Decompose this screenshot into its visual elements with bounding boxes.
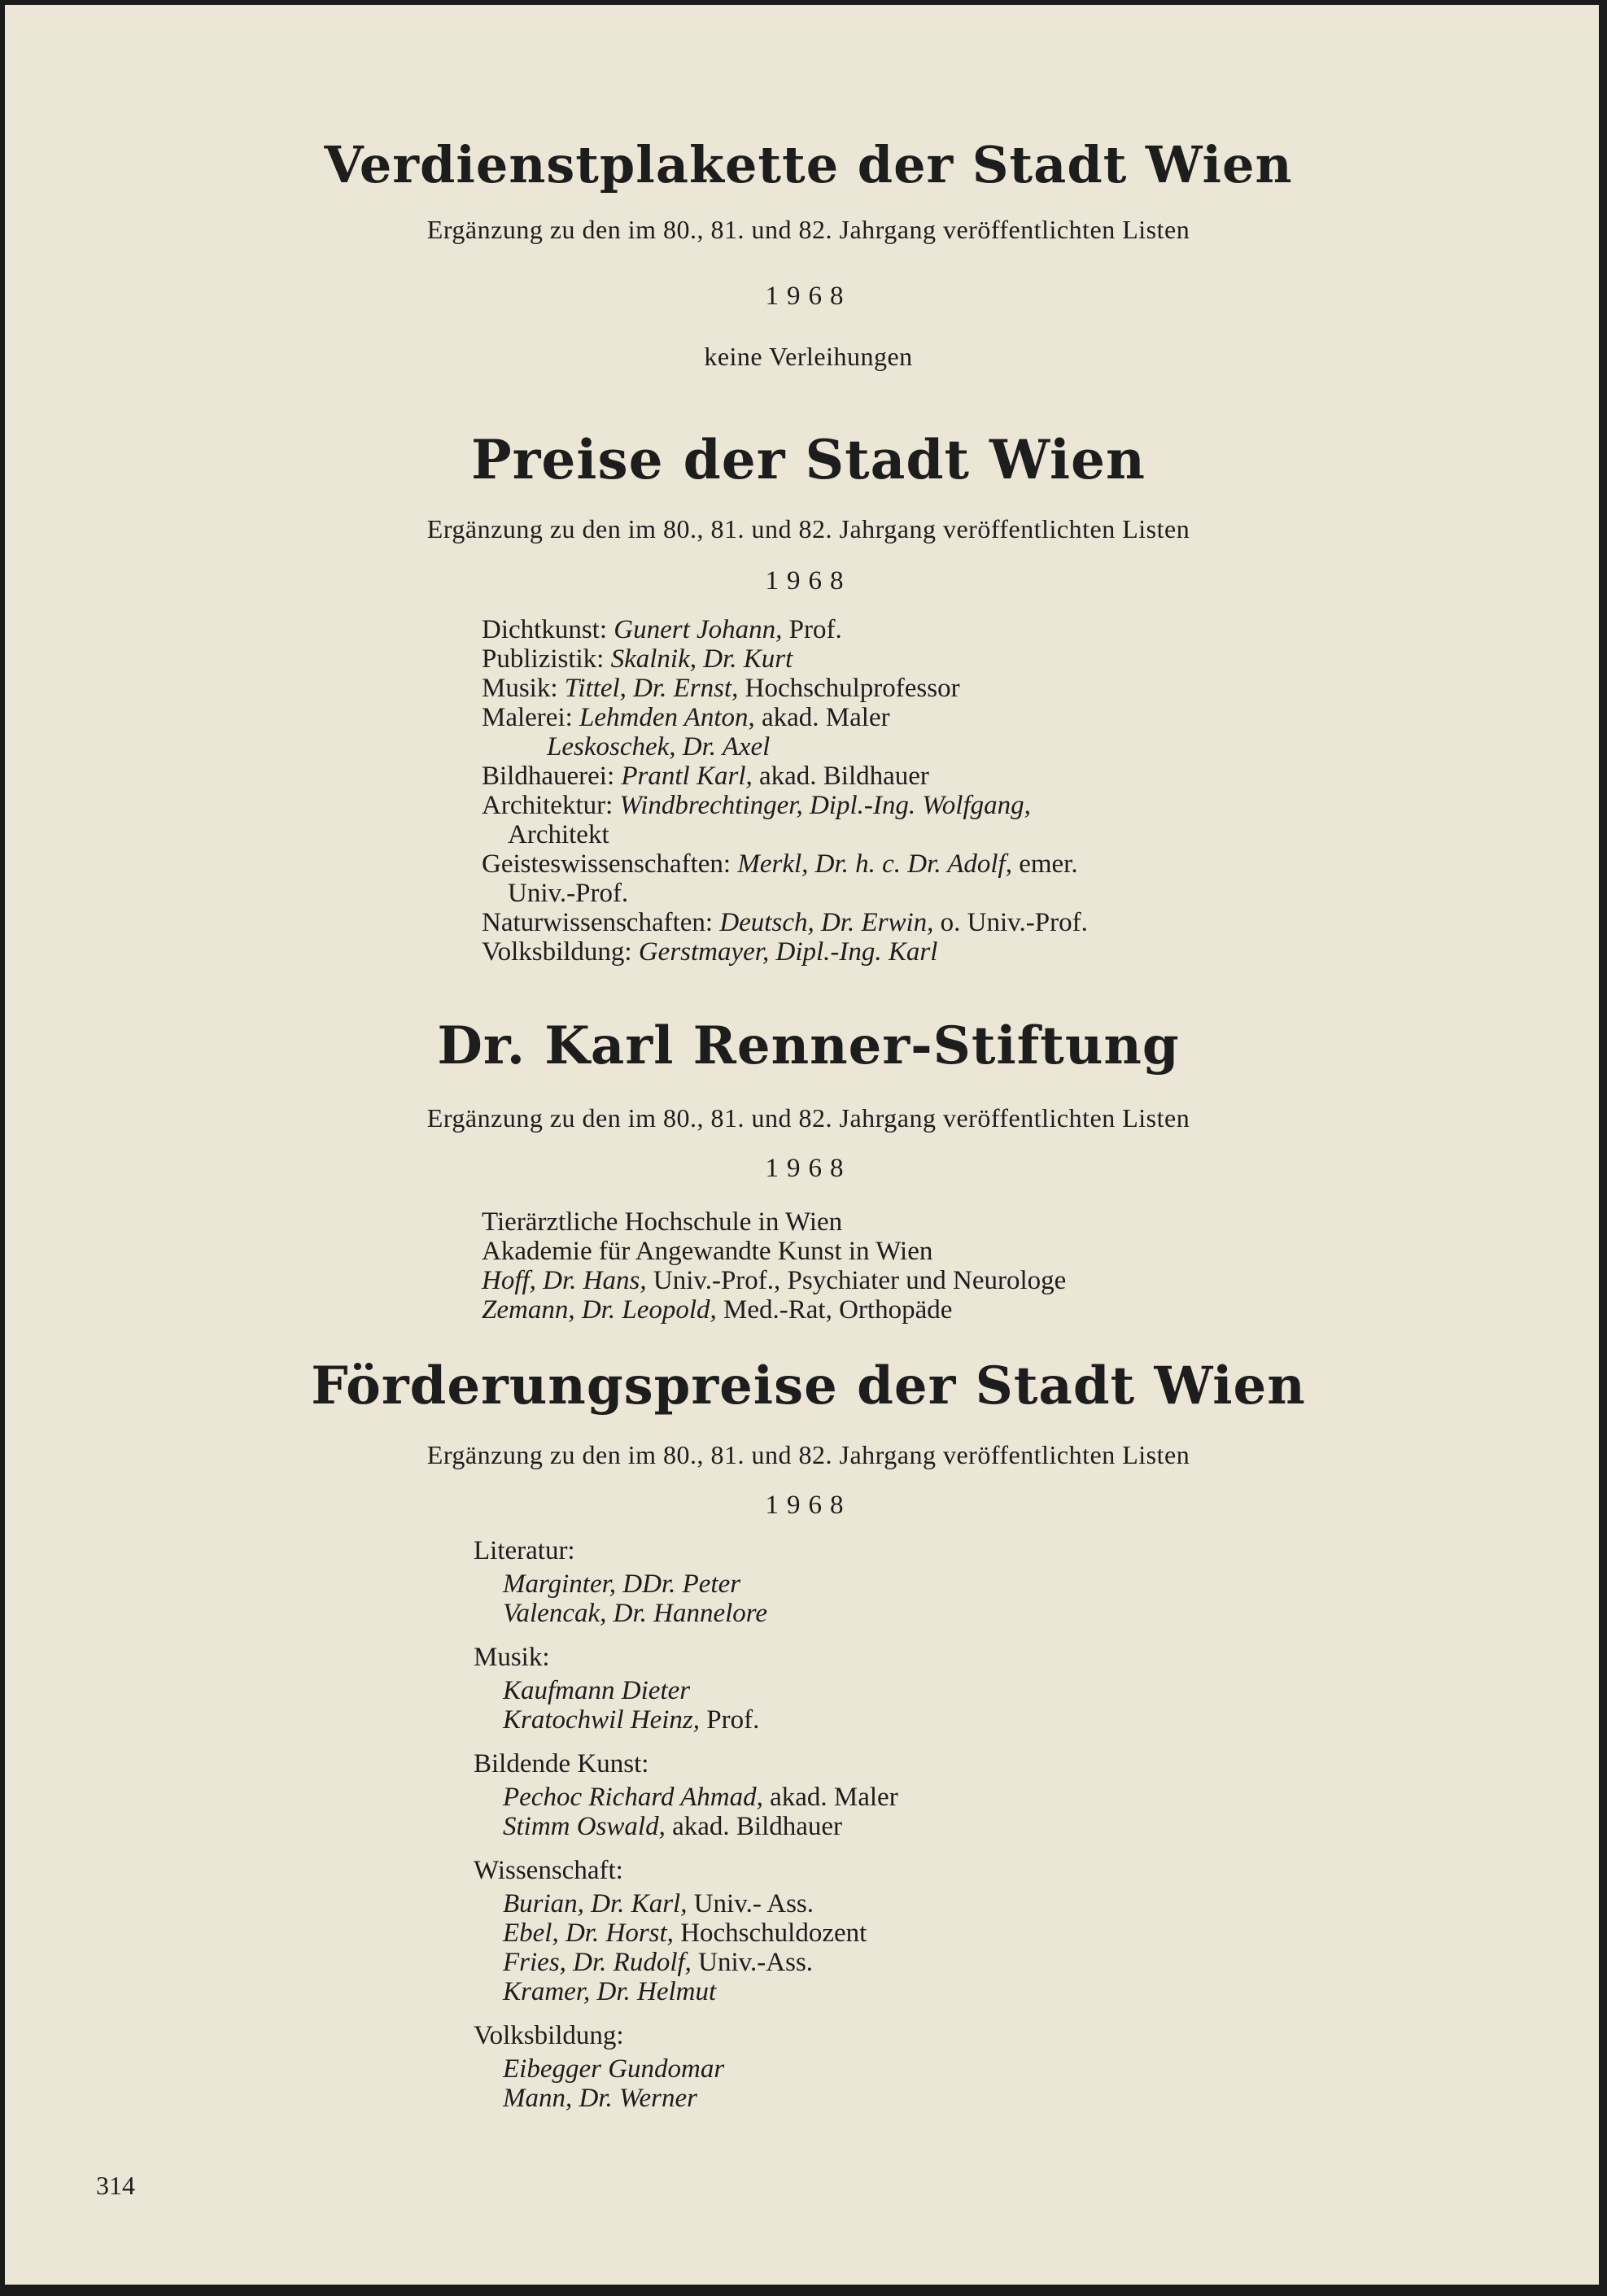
list-item xyxy=(482,849,1088,879)
entry-label: Bildhauerei: xyxy=(482,762,615,791)
list-item xyxy=(474,2054,898,2084)
entry-name: Gerstmayer, Dipl.-Ing. Karl xyxy=(638,937,938,967)
entry-name: Mann, Dr. Werner xyxy=(503,2084,697,2113)
list-item xyxy=(482,908,1088,937)
entry-name: Prantl Karl, xyxy=(621,762,753,791)
entry-extra: Architekt xyxy=(508,820,609,849)
category-label: Volksbildung: xyxy=(474,2021,624,2050)
entry-extra: Hochschulprofessor xyxy=(745,674,960,703)
entry-name: Kratochwil Heinz, xyxy=(503,1705,701,1735)
entry-extra: Med.-Rat, Orthopäde xyxy=(723,1295,953,1325)
list-item xyxy=(482,1207,1066,1237)
entry-name: Gunert Johann, xyxy=(614,615,783,644)
entry-label: Musik: xyxy=(482,674,558,703)
entry-name: Kaufmann Dieter xyxy=(503,1676,691,1705)
entry-name: Valencak, Dr. Hannelore xyxy=(503,1599,768,1628)
entry-name: Burian, Dr. Karl, xyxy=(503,1889,688,1918)
entry-extra: Univ.-Prof., Psychiater und Neurologe xyxy=(653,1266,1067,1295)
list-item xyxy=(482,674,1088,703)
page-number: 314 xyxy=(96,2171,135,2200)
list-item xyxy=(474,2084,898,2113)
entry-extra: Tierärztliche Hochschule in Wien xyxy=(482,1207,843,1237)
entry-label: Malerei: xyxy=(482,703,573,732)
entry-extra: akad. Maler xyxy=(770,1783,898,1812)
category-label: Wissenschaft: xyxy=(474,1856,623,1885)
category-label: Literatur: xyxy=(474,1536,575,1565)
entry-extra: Akademie für Angewandte Kunst in Wien xyxy=(482,1237,933,1266)
list-item xyxy=(474,1918,898,1948)
entry-name: Lehmden Anton, xyxy=(579,703,755,732)
list-item xyxy=(474,1569,898,1599)
entry-name: Merkl, Dr. h. c. Dr. Adolf, xyxy=(737,849,1012,879)
entry-label: Publizistik: xyxy=(482,644,605,674)
entry-name: Stimm Oswald, xyxy=(503,1812,666,1841)
entry-extra: akad. Maler xyxy=(762,703,890,732)
entry-extra: akad. Bildhauer xyxy=(672,1812,843,1841)
list-item xyxy=(482,703,1088,732)
entry-name: Pechoc Richard Ahmad, xyxy=(503,1783,763,1812)
entry-name: Deutsch, Dr. Erwin, xyxy=(719,908,934,937)
list-item xyxy=(474,1705,898,1735)
entry-label: Dichtkunst: xyxy=(482,615,607,644)
list-item xyxy=(482,879,1088,908)
entry-name: Ebel, Dr. Horst, xyxy=(503,1918,674,1948)
entry-label: Naturwissenschaften: xyxy=(482,908,714,937)
section-title-foerderung: Förderungspreise der Stadt Wien xyxy=(311,1355,1306,1416)
list-item xyxy=(482,1295,1066,1325)
list-item xyxy=(482,1237,1066,1266)
section-year-preise: 1968 xyxy=(765,566,852,596)
list-item xyxy=(474,1783,898,1812)
entry-name: Tittel, Dr. Ernst, xyxy=(564,674,739,703)
entry-extra: Hochschuldozent xyxy=(680,1918,867,1948)
entry-extra: o. Univ.-Prof. xyxy=(940,908,1088,937)
list-item xyxy=(474,1812,898,1841)
section-title-preise: Preise der Stadt Wien xyxy=(470,428,1146,491)
entry-extra: Univ.-Ass. xyxy=(698,1948,814,1977)
entry-extra: Prof. xyxy=(788,615,842,644)
entry-extra: Prof. xyxy=(706,1705,760,1735)
section-year-foerderung: 1968 xyxy=(765,1491,852,1520)
list-item xyxy=(474,1889,898,1918)
list-item xyxy=(482,762,1088,791)
list-item xyxy=(474,1599,898,1628)
entry-name: Zemann, Dr. Leopold, xyxy=(482,1295,717,1325)
list-item xyxy=(482,820,1088,849)
entry-extra: Univ.-Prof. xyxy=(508,879,629,908)
section-subtitle-preise: Ergänzung zu den im 80., 81. und 82. Jahrgang veröffentlichten Listen xyxy=(426,514,1190,543)
entry-name: Kramer, Dr. Helmut xyxy=(503,1977,717,2006)
no-awards-note: keine Verleihungen xyxy=(704,342,913,371)
list-item xyxy=(474,1676,898,1705)
entry-name: Hoff, Dr. Hans, xyxy=(482,1266,647,1295)
foerderung-list xyxy=(474,1536,898,2113)
list-item xyxy=(482,1266,1066,1295)
list-item xyxy=(474,1977,898,2006)
list-item xyxy=(482,644,1088,674)
entry-extra: Univ.- Ass. xyxy=(693,1889,814,1918)
entry-name: Eibegger Gundomar xyxy=(503,2054,725,2084)
entry-extra: emer. xyxy=(1019,849,1078,879)
entry-name: Fries, Dr. Rudolf, xyxy=(503,1948,692,1977)
section-subtitle-foerderung: Ergänzung zu den im 80., 81. und 82. Jahrgang veröffentlichten Listen xyxy=(426,1440,1190,1469)
section-subtitle-verdienstplakette: Ergänzung zu den im 80., 81. und 82. Jahrgang veröffentlichten Listen xyxy=(426,215,1190,244)
list-item xyxy=(482,615,1088,644)
list-item xyxy=(482,937,1088,967)
list-item xyxy=(482,732,1088,762)
list-item xyxy=(482,791,1088,820)
category-label: Bildende Kunst: xyxy=(474,1749,649,1779)
entry-extra: akad. Bildhauer xyxy=(758,762,929,791)
section-subtitle-renner: Ergänzung zu den im 80., 81. und 82. Jahrgang veröffentlichten Listen xyxy=(426,1103,1190,1133)
entry-name: Skalnik, Dr. Kurt xyxy=(610,644,793,674)
entry-label: Geisteswissenschaften: xyxy=(482,849,731,879)
section-title-renner: Dr. Karl Renner-Stiftung xyxy=(437,1015,1180,1076)
entry-name: Marginter, DDr. Peter xyxy=(503,1569,741,1599)
section-year-verdienstplakette: 1968 xyxy=(765,282,852,311)
category-label: Musik: xyxy=(474,1643,550,1672)
entry-label: Volksbildung: xyxy=(482,937,632,967)
section-year-renner: 1968 xyxy=(765,1154,852,1183)
entry-name: Windbrechtinger, Dipl.-Ing. Wolfgang, xyxy=(619,791,1031,820)
section-title-verdienstplakette: Verdienstplakette der Stadt Wien xyxy=(324,135,1293,194)
preise-list xyxy=(482,615,1088,967)
entry-label: Architektur: xyxy=(482,791,614,820)
renner-list xyxy=(482,1207,1066,1325)
entry-name: Leskoschek, Dr. Axel xyxy=(547,732,771,762)
list-item xyxy=(474,1948,898,1977)
